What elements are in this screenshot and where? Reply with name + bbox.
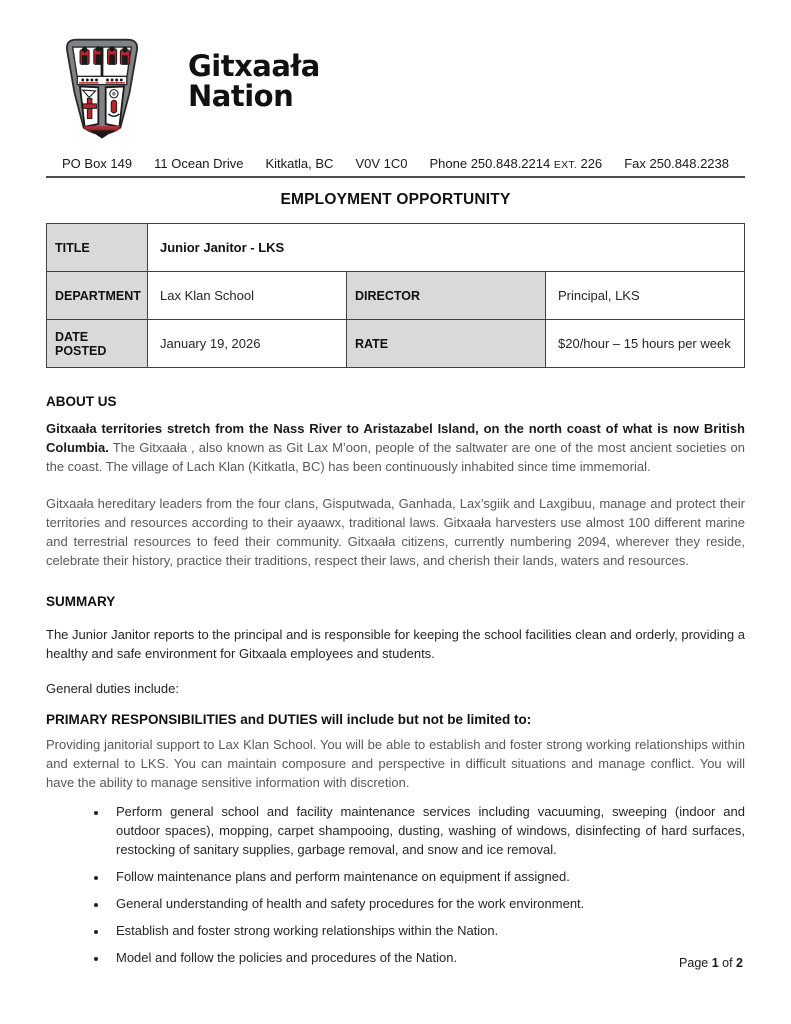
ext-label: EXT. — [553, 159, 577, 171]
contact-strip — [46, 156, 745, 171]
responsibilities-heading: PRIMARY RESPONSIBILITIES and DUTIES will include but not be limited to: — [46, 712, 532, 727]
table-row-title — [47, 224, 745, 272]
total-pages: 2 — [736, 956, 743, 970]
about-paragraph-1-rest: The Gitxaała , also known as Git Lax M’oon, people of the saltwater are one of the most ancient societies on the coast. The village of Lach Klan (Kitkatla, BC) has been continuously inhabited since time immemorial. — [46, 440, 745, 474]
about-paragraph-1-lead: Gitxaała territories stretch from the Nass River to Aristazabel Island, on the north coast of what is now British Columbia. — [46, 421, 745, 455]
list-item: • Establish and foster strong working relationships within the Nation. — [108, 921, 745, 940]
page-number: 1 — [711, 956, 719, 970]
list-item: • Follow maintenance plans and perform maintenance on equipment if assigned. — [108, 867, 745, 886]
gitxaala-nation-crest-logo — [56, 36, 148, 146]
of-word: of — [718, 956, 737, 970]
org-name-line2: Nation — [188, 78, 294, 113]
org-name-line1: Gitxaała — [188, 49, 320, 83]
title-value: Junior Janitor - LKS — [148, 224, 745, 272]
department-label: DEPARTMENT — [47, 272, 148, 320]
title-label: TITLE — [47, 224, 148, 272]
about-heading: ABOUT US — [46, 394, 117, 409]
job-summary-table — [46, 223, 745, 368]
rate-value: $20/hour – 15 hours per week — [546, 320, 745, 368]
about-paragraph-1 — [46, 419, 745, 476]
ext-number: 226 — [580, 156, 603, 171]
po-box: PO Box 149 — [62, 156, 133, 171]
general-duties-line: General duties include: — [46, 681, 179, 696]
list-item: • Perform general school and facility maintenance services including vacuuming, sweeping (indoor and outdoor spaces), mopping, carpet shampooing, dusting, washing of windows, disinfecting of hard surfaces, restocking of sanitary supplies, garbage removal, and snow and ice removal. — [108, 802, 745, 859]
postal-code: V0V 1C0 — [355, 156, 408, 171]
header-divider — [46, 176, 745, 178]
responsibilities-intro: Providing janitorial support to Lax Klan School. You will be able to establish and foster strong working relationships within and external to LKS. You can maintain composure and perspective in difficult situations and manage conflict. You will have the ability to manage sensitive information with discretion. — [46, 737, 745, 790]
director-label: DIRECTOR — [347, 272, 546, 320]
department-value: Lax Klan School — [148, 272, 347, 320]
page-word: Page — [679, 956, 712, 970]
summary-heading: SUMMARY — [46, 594, 116, 609]
about-paragraph-2: Gitxaała hereditary leaders from the four clans, Gisputwada, Ganhada, Lax’sgiik and Laxgibuu, manage and protect their territories and resources according to their ayaawx, traditional laws. Gitxaała harvesters use almost 100 different marine and terrestrial resources to feed their community. Gitxaała citizens, currently numbering 2094, wherever they reside, celebrate their history, practice their traditions, respect their laws, and cherish their lands, waters and resources. — [46, 496, 745, 568]
list-item: • General understanding of health and safety procedures for the work environment. — [108, 894, 745, 913]
phone: Phone 250.848.2214 EXT. 226 — [429, 156, 603, 171]
org-name — [188, 49, 320, 113]
date-posted-label: DATE POSTED — [47, 320, 148, 368]
rate-label: RATE — [347, 320, 546, 368]
date-posted-value: January 19, 2026 — [148, 320, 347, 368]
document-title: EMPLOYMENT OPPORTUNITY — [280, 191, 511, 208]
crest-icon — [56, 36, 148, 146]
city: Kitkatla, BC — [265, 156, 334, 171]
fax: Fax 250.848.2238 — [624, 156, 729, 171]
director-value: Principal, LKS — [546, 272, 745, 320]
responsibilities-list — [46, 802, 745, 967]
page-number-footer — [679, 956, 743, 970]
letterhead — [46, 36, 745, 148]
summary-paragraph: The Junior Janitor reports to the principal and is responsible for keeping the school facilities clean and orderly, providing a healthy and safe environment for Gitxaala employees and students. — [46, 627, 745, 661]
street-address: 11 Ocean Drive — [154, 156, 244, 171]
list-item: • Model and follow the policies and procedures of the Nation. — [108, 948, 745, 967]
table-row-department — [47, 272, 745, 320]
table-row-date-posted — [47, 320, 745, 368]
